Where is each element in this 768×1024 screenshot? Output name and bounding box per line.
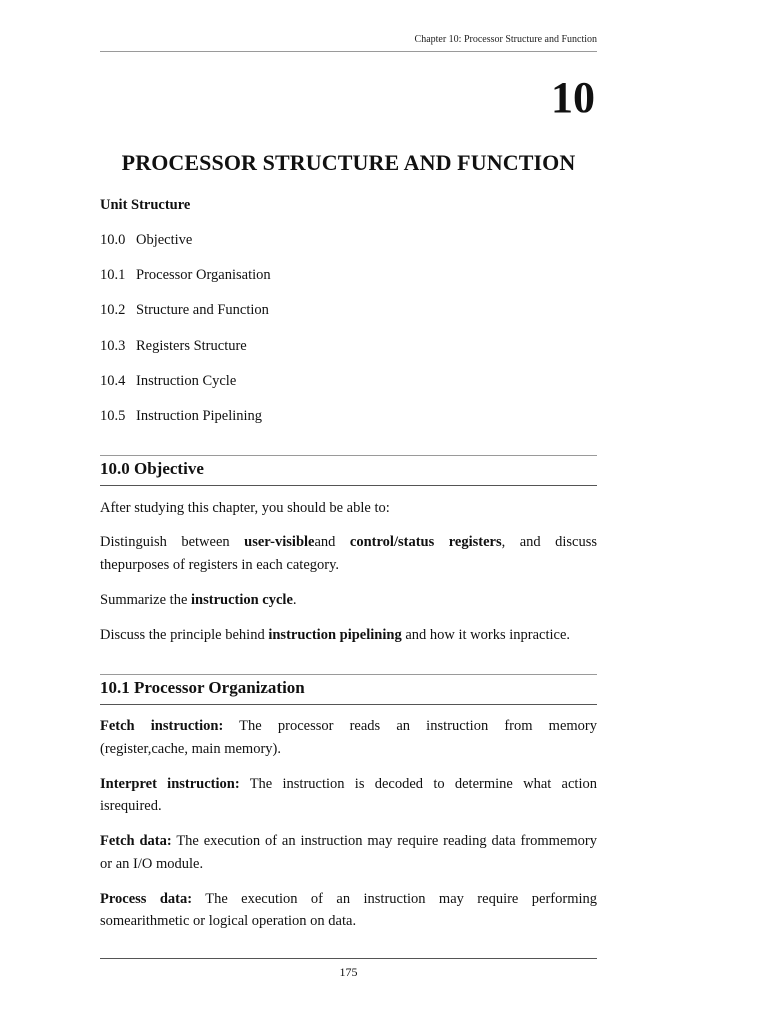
item-term: Fetch instruction: bbox=[100, 718, 224, 734]
organization-item-cont: or an I/O module. bbox=[100, 856, 204, 872]
header-rule bbox=[100, 51, 597, 52]
chapter-title: PROCESSOR STRUCTURE AND FUNCTION bbox=[121, 150, 576, 175]
organization-item-cont: (register,cache, main memory). bbox=[100, 741, 281, 757]
item-text: The instruction is decoded to determine what action bbox=[239, 776, 597, 792]
bold-term: instruction cycle bbox=[191, 592, 293, 608]
section-rule-top bbox=[100, 674, 597, 675]
section-heading-objective: 10.0 Objective bbox=[100, 459, 204, 478]
toc-item-label: Registers Structure bbox=[136, 338, 247, 354]
toc-item bbox=[100, 371, 236, 391]
text-run: and how it works inpractice. bbox=[401, 627, 571, 643]
bold-term: user-visible bbox=[244, 534, 315, 550]
toc-item bbox=[100, 406, 262, 426]
toc-item-label: Processor Organisation bbox=[136, 267, 271, 283]
text-run: Distinguish between bbox=[100, 534, 245, 550]
toc-item bbox=[100, 230, 192, 250]
objective-point-1 bbox=[100, 531, 597, 553]
organization-item-cont: somearithmetic or logical operation on data. bbox=[100, 913, 357, 929]
text-run: . bbox=[292, 592, 297, 608]
organization-item bbox=[100, 715, 597, 737]
bold-term: control/status registers bbox=[349, 534, 502, 550]
objective-point-1-cont: thepurposes of registers in each category. bbox=[100, 557, 340, 573]
text-run: and bbox=[314, 534, 350, 550]
bold-term: instruction pipelining bbox=[268, 627, 402, 643]
objective-point-2 bbox=[100, 589, 597, 611]
toc-item-number: 10.5 bbox=[100, 408, 126, 424]
item-term: Fetch data: bbox=[100, 833, 172, 849]
item-term: Interpret instruction: bbox=[100, 776, 240, 792]
toc-item bbox=[100, 265, 271, 285]
organization-item bbox=[100, 888, 597, 910]
toc-item-number: 10.3 bbox=[100, 338, 126, 354]
unit-structure-heading: Unit Structure bbox=[100, 197, 191, 213]
footer-rule bbox=[100, 958, 597, 959]
item-term: Process data: bbox=[100, 891, 193, 907]
toc-item-number: 10.1 bbox=[100, 267, 126, 283]
item-text: The execution of an instruction may require reading data frommemory bbox=[171, 833, 598, 849]
page-number: 175 bbox=[339, 965, 358, 979]
toc-item-number: 10.0 bbox=[100, 232, 126, 248]
toc-item-label: Objective bbox=[136, 232, 193, 248]
running-head: Chapter 10: Processor Structure and Function bbox=[414, 34, 597, 45]
item-text: The processor reads an instruction from memory bbox=[223, 718, 598, 734]
organization-item-cont: isrequired. bbox=[100, 798, 162, 814]
organization-item bbox=[100, 830, 597, 852]
section-rule-bottom bbox=[100, 704, 597, 705]
text-run: Summarize the bbox=[100, 592, 192, 608]
toc-item bbox=[100, 336, 247, 356]
item-text: The execution of an instruction may require performing bbox=[192, 891, 597, 907]
section-rule-top bbox=[100, 455, 597, 456]
toc-item-label: Structure and Function bbox=[136, 302, 269, 318]
section-heading-organization: 10.1 Processor Organization bbox=[100, 678, 305, 697]
toc-item-label: Instruction Pipelining bbox=[136, 408, 263, 424]
objective-intro: After studying this chapter, you should be able to: bbox=[100, 500, 390, 516]
chapter-number: 10 bbox=[551, 73, 595, 122]
toc-item-number: 10.2 bbox=[100, 302, 126, 318]
text-run: Discuss the principle behind bbox=[100, 627, 269, 643]
text-run: , and discuss bbox=[501, 534, 597, 550]
organization-item bbox=[100, 773, 597, 795]
toc-item-number: 10.4 bbox=[100, 373, 126, 389]
toc-item bbox=[100, 300, 269, 320]
objective-point-3 bbox=[100, 624, 597, 646]
section-rule-bottom bbox=[100, 485, 597, 486]
toc-item-label: Instruction Cycle bbox=[136, 373, 237, 389]
